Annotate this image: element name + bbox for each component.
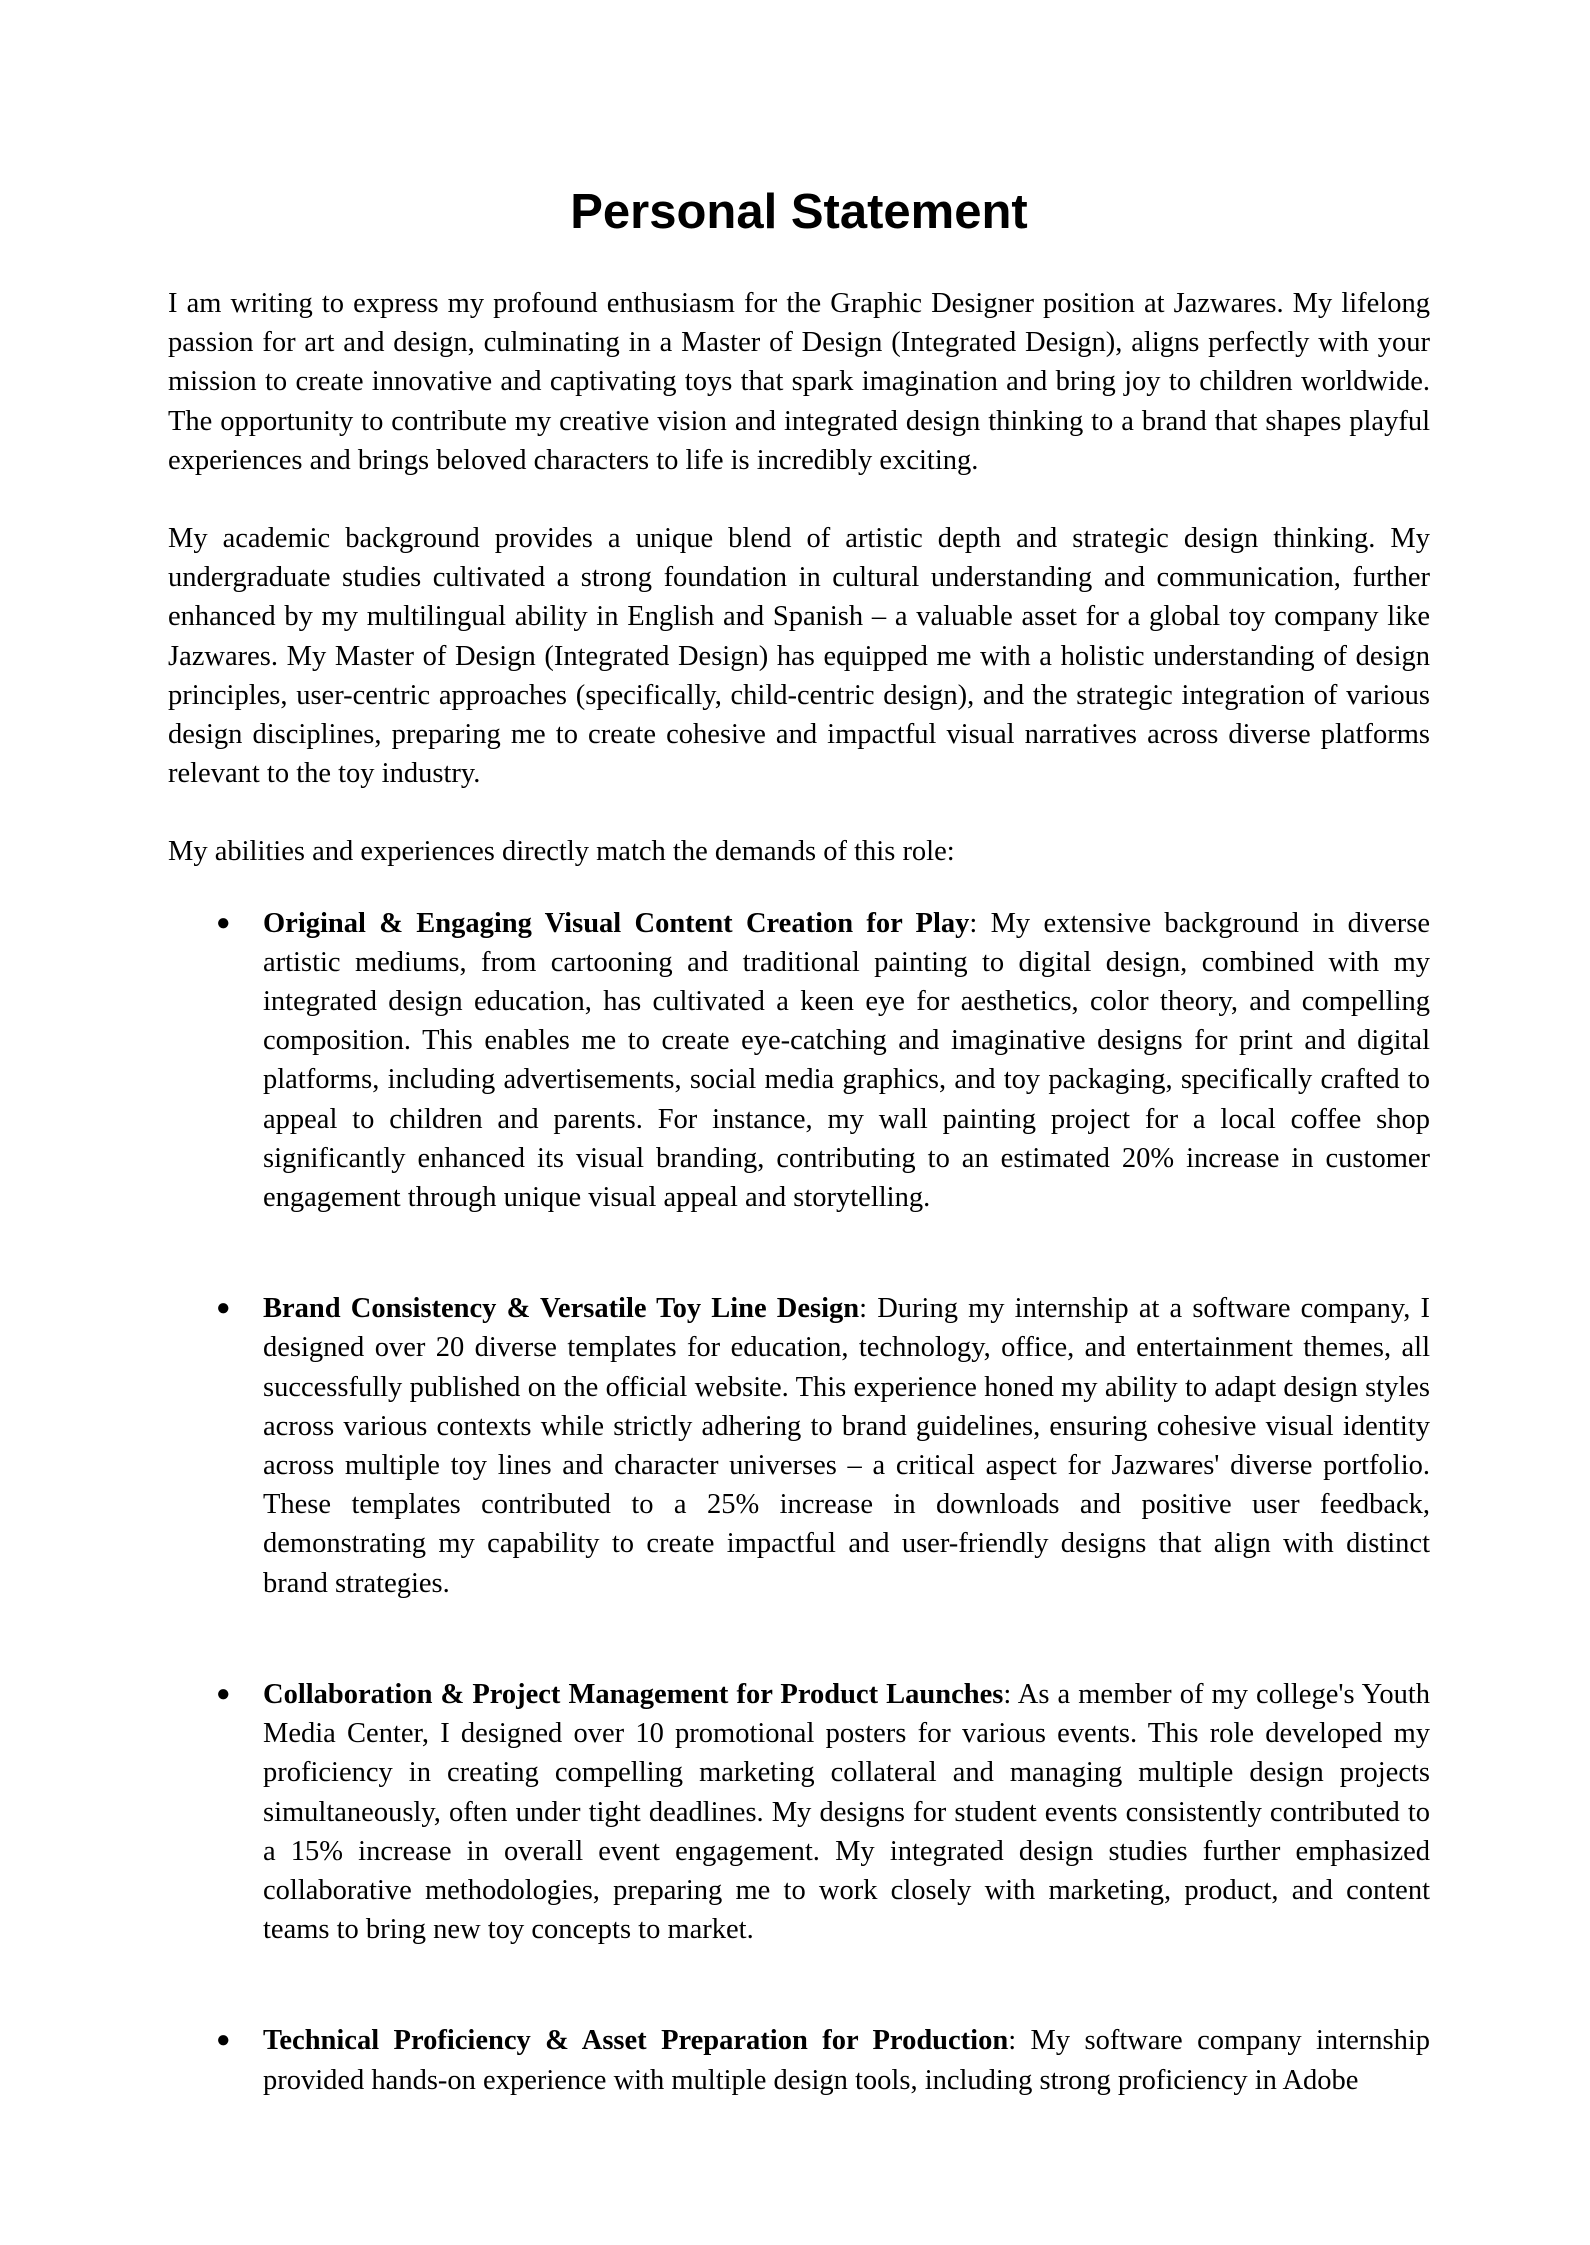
bullet-text: : My extensive background in diverse artistic mediums, from cartooning and traditional painting to digital design, combined with my integrated design education, has cultivated a keen eye for aesthetics, color theory, and compelling composition. This enables me to create eye-catching and imaginative designs for print and digital platforms, including advertisements, social media graphics, and toy packaging, specifically crafted to appeal to children and parents. For instance, my wall painting project for a local coffee shop significantly enhanced its visual branding, contributing to an estimated 20% increase in customer engagement through unique visual appeal and storytelling. [263,907,1430,1214]
bullet-icon: ● [216,909,231,936]
paragraph-intro: I am writing to express my profound enthusiasm for the Graphic Designer position at Jazwares. My lifelong passion for art and design, culminating in a Master of Design (Integrated Design), aligns perfectly with your mission to create innovative and captivating toys that spark imagination and bring joy to children worldwide. The opportunity to contribute my creative vision and integrated design thinking to a brand that shapes playful experiences and brings beloved characters to life is incredibly exciting. [168,288,1430,476]
paragraph-background: My academic background provides a unique blend of artistic depth and strategic design thinking. My undergraduate studies cultivated a strong foundation in cultural understanding and communication, further enhanced by my multilingual ability in English and Spanish – a valuable asset for a global toy company like Jazwares. My Master of Design (Integrated Design) has equipped me with a holistic understanding of design principles, user-centric approaches (specifically, child-centric design), and the strategic integration of various design disciplines, preparing me to create cohesive and impactful visual narratives across diverse platforms relevant to the toy industry. [168,523,1430,790]
list-item [168,1675,1430,1949]
list-item [168,2021,1430,2099]
document-body [168,180,1430,2172]
bullet-text: : My software company internship provided hands-on experience with multiple design tools, including strong proficiency in Adobe [263,2025,1430,2096]
bullet-heading: Original & Engaging Visual Content Creation for Play [263,907,970,939]
bullet-icon: ● [216,1295,231,1322]
bullet-heading: Brand Consistency & Versatile Toy Line Design [263,1293,860,1325]
abilities-list [168,904,1430,2100]
bullet-icon: ● [216,2027,231,2054]
bullet-text: : During my internship at a software company, I designed over 20 diverse templates for education, technology, office, and entertainment themes, all successfully published on the official website. This experience honed my ability to adapt design styles across various contexts while strictly adhering to brand guidelines, ensuring cohesive visual identity across multiple toy lines and character universes – a critical aspect for Jazwares' diverse portfolio. These templates contributed to a 25% increase in downloads and positive user feedback, demonstrating my capability to create impactful and user-friendly designs that align with distinct brand strategies. [263,1293,1430,1599]
bullet-heading: Technical Proficiency & Asset Preparation for Production [263,2025,1009,2057]
list-intro: My abilities and experiences directly match the demands of this role: [168,836,955,868]
bullet-heading: Collaboration & Project Management for Product Launches [263,1678,1004,1710]
bullet-icon: ● [216,1680,231,1707]
list-item [168,1289,1430,1603]
page-title: Personal Statement [570,185,1028,239]
bullet-text: : As a member of my college's Youth Media Center, I designed over 10 promotional posters for various events. This role developed my proficiency in creating compelling marketing collateral and managing multiple design projects simultaneously, often under tight deadlines. My designs for student events consistently contributed to a 15% increase in overall event engagement. My integrated design studies further emphasized collaborative methodologies, preparing me to work closely with marketing, product, and content teams to bring new toy concepts to market. [263,1678,1430,1946]
list-item [168,904,1430,1218]
